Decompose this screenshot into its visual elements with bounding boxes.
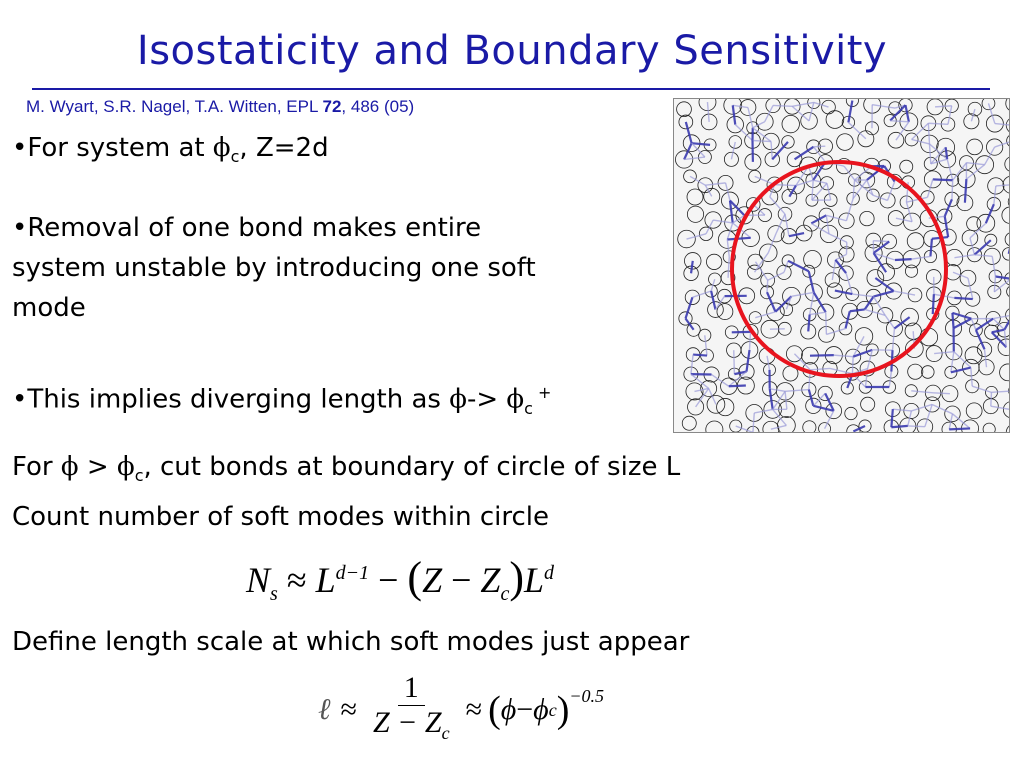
packing-network-figure [673,98,1010,433]
equation-length-scale: ℓ ≈ $\frac{1}{Z - Z_c}$ ≈ ( ϕ − ϕ c ) $^{-0.5}$ [318,668,604,752]
bullet-system-at-phic: •For system at $\phi_c$, Z=2d [12,133,329,167]
bullet-diverging-length: •This implies diverging length as $\phi-> \phi_c$ + [12,383,552,418]
fraction: $\frac{1}{Z - Z_c}$ [372,670,450,743]
boundary-circle [732,162,946,376]
phi-symbol: ϕ [212,133,231,163]
citation-authors: M. Wyart, S.R. Nagel, T.A. Witten, EPL [26,97,323,116]
title-underline [32,88,990,90]
paragraph-cut-bonds: For $\phi > \phi_c$, cut bonds at boundary of circle of size L [12,452,681,486]
paragraph-count-soft-modes: Count number of soft modes within circle [12,502,549,532]
paragraph-define-length-scale: Define length scale at which soft modes just appear [12,627,690,657]
citation [26,97,414,117]
equation-soft-mode-count: $N_s \approx L^{d-1} - (Z - Z_c)L^d$ [246,553,555,606]
citation-pages: , 486 (05) [341,97,415,116]
citation-volume: 72 [322,97,342,116]
bond-network-image [674,99,1009,432]
slide-title: Isostaticity and Boundary Sensitivity [136,28,888,74]
bullet-removal-of-bond: •Removal of one bond makes entire system unstable by introducing one soft mode [12,213,536,323]
